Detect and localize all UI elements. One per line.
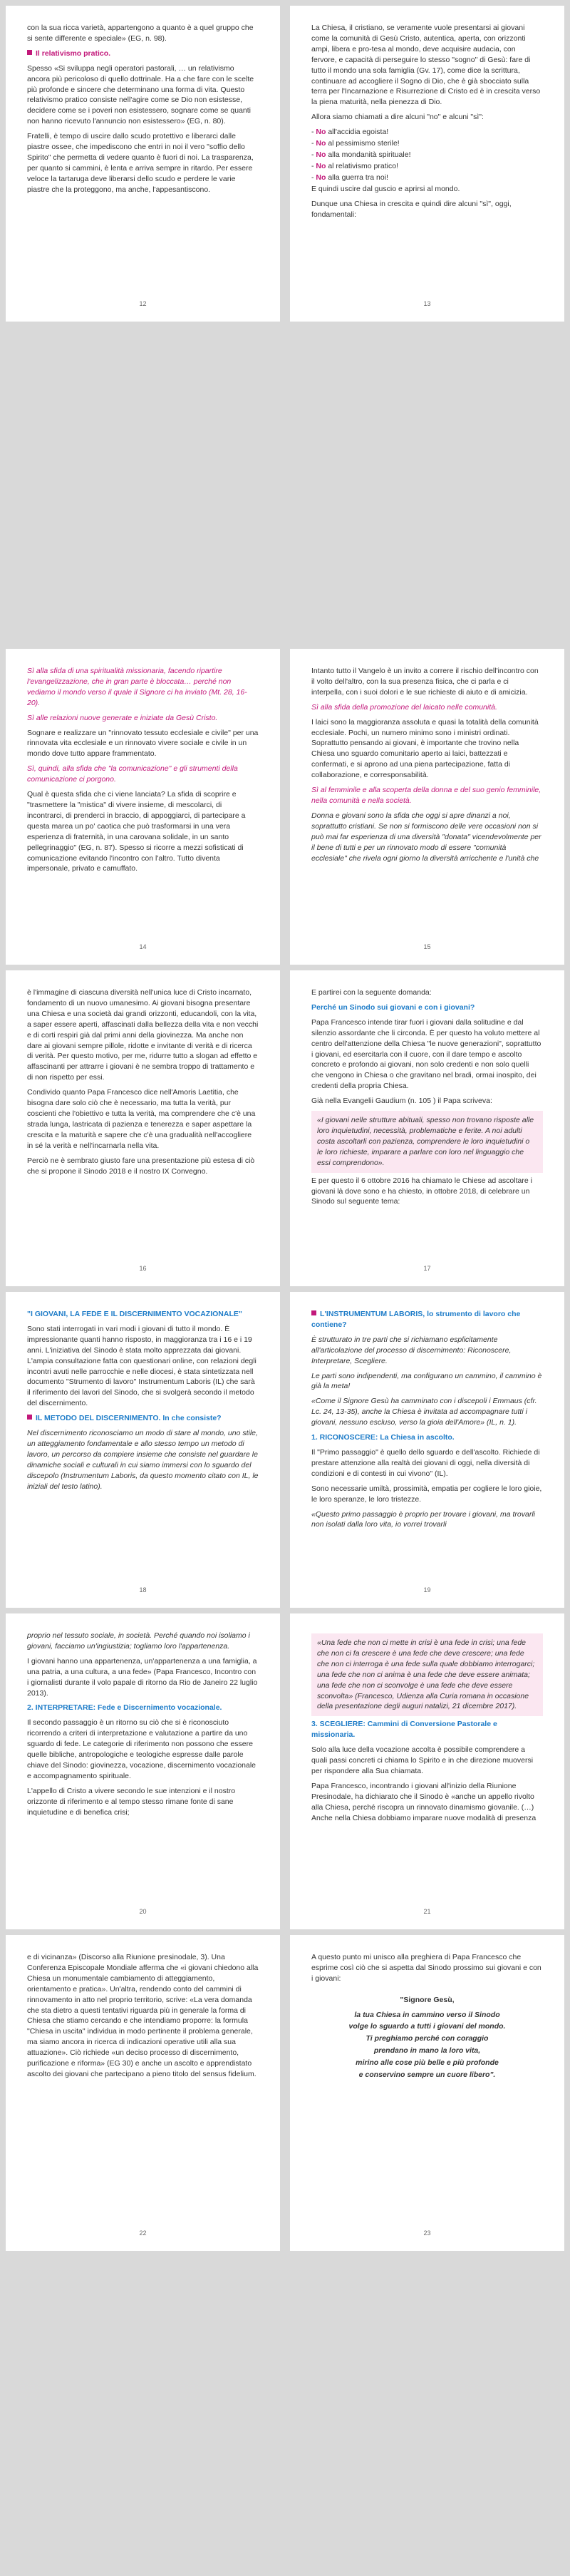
square-bullet-icon (27, 50, 32, 55)
paragraph: Solo alla luce della vocazione accolta è possibile comprendere a quali passi concreti ci chiama lo Spirito e in che direzione muoversi per rispondere alla Sua chiamata. (311, 1745, 534, 1775)
paragraph: Condivido quanto Papa Francesco dice nell'Amoris Laetitia, che bisogna dare solo ciò che è necessario, ma tutta la verità, pur coscienti che l'obiettivo e tutta la verità, ma comprendere che c'è una strada lunga, lastricata di pazienza e tenerezza e saper aspettare la crescita e la maturità e sapere che c'è una gradualità nell'accogliere in sé la verità e nell'incarnarla nella vita. (27, 1088, 256, 1150)
quote-box: «Una fede che non ci mette in crisi è una fede in crisi; una fede che non ci fa crescere è una fede che deve crescere; una fede che non ci interroga è una fede sulla quale dobbiamo interrogarci; una fede che non ci anima è una fede che deve essere animata; una fede che non ci sconvolge è una fede che deve essere sconvolta» (Francesco, Udienza alla Curia romana in occasione della presentazione degli auguri natalizi, 21 dicembre 2017). (311, 1633, 543, 1716)
page-number: 20 (139, 1908, 147, 1916)
paragraph: Sono stati interrogati in vari modi i giovani di tutto il mondo. È impressionante quanti hanno risposto, in maggioranza tra i 16 e i 19 anni. L'iniziativa del Sinodo è stata molto apprezzata dai giovani. L'ampia consultazione fatta con questionari online, con relazioni degli incontri avuti nelle parrocchie e nelle diocesi, è stata sintetizzata nell documento "Strumento di lavoro" Instrumentum Laboris (IL) che sarà il riferimento dei lavori del Sinodo, che si svolgerà secondo il metodo del discernimento. (27, 1324, 256, 1408)
paragraph: E quindi uscire dal guscio e aprirsi al mondo. (311, 184, 460, 193)
paragraph: «Come il Signore Gesù ha camminato con i discepoli i Emmaus (cfr. Lc. 24, 13-35), anche la Chiesa è invitata ad accompagnare tutti i giovani, nessuno escluso, verso la gioia dell'Amore» (IL, n. 1). (311, 1397, 537, 1427)
page-22 (6, 1935, 280, 2251)
highlight-paragraph: Sì alla sfida di una spiritualità missionaria, facendo ripartire l'evangelizzazione, che in gran parte è bloccata… perché non vediamo il mondo verso il quale il Signore ci ha inviato (Mt. 28, 16-20). (27, 667, 247, 707)
paragraph: Spesso «Si sviluppa negli operatori pastorali, … un relativismo ancora più pericoloso di quello dottrinale. Ha a che fare con le scelte più profonde e sincere che determinano una forma di vita. Questo relativismo pratico consiste nell'agire come se Dio non esistesse, decidere come se i poveri non esistessero, sognare come se quanti non hanno ricevuto l'annuncio non esistessero» (EG, n. 80). (27, 63, 254, 126)
prayer-line: prendano in mano la loro vita, (373, 2046, 481, 2055)
paragraph: con la sua ricca varietà, appartengono a quanto è a quel gruppo che si sente differente e speciale» (EG, n. 98). (27, 24, 254, 43)
page-number: 19 (423, 1586, 431, 1594)
page-number: 14 (139, 943, 147, 951)
paragraph: «Questo primo passaggio è proprio per trovare i giovani, ma trovarli non isolati dalla loro vita, io vorrei trovarli (311, 1509, 535, 1529)
page-19 (290, 1292, 564, 1608)
page-number: 23 (423, 2229, 431, 2237)
section-heading: L'INSTRUMENTUM LABORIS, lo strumento di lavoro che contiene? (311, 1310, 521, 1329)
paragraph: proprio nel tessuto sociale, in società. Perché quando noi isoliamo i giovani, facciamo un'ingiustizia; togliamo loro l'appartenenza. (27, 1631, 250, 1651)
paragraph: Nel discernimento riconosciamo un modo di stare al mondo, uno stile, un atteggiamento fondamentale e allo stesso tempo un metodo di lavoro, un percorso da compiere insieme che consiste nel guardare le dinamiche sociali e culturali in cui siamo immersi con lo sguardo del discepolo (Instrumentum Laboris, da questo momento citato con IL, le iniziali del testo latino). (27, 1429, 259, 1491)
page-number: 13 (423, 300, 431, 308)
page-number: 12 (139, 300, 147, 308)
quote-box: «I giovani nelle strutture abituali, spesso non trovano risposte alle loro inquietudini, necessità, problematiche e ferite. A noi adulti costa ascoltarli con pazienza, comprendere le loro inquietudini o le loro richieste, imparare a parlare con loro nel linguaggio che essi comprendono». (311, 1111, 543, 1173)
prayer-line: la tua Chiesa in cammino verso il Sinodo (354, 2010, 500, 2019)
paragraph: Qual è questa sfida che ci viene lanciata? La sfida di scoprire e "trasmettere la "mistica" di vivere insieme, di mescolarci, di incontrarci, di prenderci in braccio, di appoggiarci, di partecipare a questa marea un po' caotica che può trasformarsi in una vera esperienza di fraternità, in una carovana solidale, in un santo pellegrinaggio" (EG, n. 87). Spesso si ricorre a mezzi sofisticati di comunicazione evitando l'incontro con l'altro. Tutto diventa impersonale, privato e camuffato. (27, 790, 246, 873)
prayer-title: "Signore Gesù, (400, 1995, 455, 2004)
paragraph: È strutturato in tre parti che si richiamano esplicitamente all'articolazione del processo di discernimento: Riconoscere, Interpretare, Scegliere. (311, 1335, 512, 1365)
paragraph: Donna e giovani sono la sfida che oggi si apre dinanzi a noi, soprattutto cristiani. Se non si formiscono delle vere occasioni non si può mai far esperienza di una diversità "donata" vicendevolmente per il bene di tutti e per un rinnovato modo di essere "comunità ecclesiale" che rivela ogni giorno la diversità arricchente e l'unità che (311, 811, 542, 863)
prayer-line: e conservino sempre un cuore libero". (358, 2070, 496, 2079)
highlight-paragraph: Sì alle relazioni nuove generate e iniziate da Gesù Cristo. (27, 713, 218, 722)
section-heading: 1. RICONOSCERE: La Chiesa in ascolto. (311, 1433, 455, 1442)
paragraph: I laici sono la maggioranza assoluta e quasi la totalità della comunità ecclesiale. Pochi, un numero minimo sono i ministri ordinati. Soprattutto pensando ai giovani, è importante che trovino nella Chiesa uno sguardo comunitario aperto ai laici, battezzati e confermati, e si aprono ad una piena partecipazione, fatta di collaborazione, e corresponsabilità. (311, 717, 539, 780)
square-bullet-icon (311, 1310, 316, 1315)
paragraph: Sognare e realizzare un "rinnovato tessuto ecclesiale e civile" per una rinnovata vita ecclesiale e un rinnovato vivere sociale e civile in un mondo dove tutto appare frammentato. (27, 728, 259, 759)
paragraph: L'appello di Cristo a vivere secondo le sue intenzioni e il nostro orizzonte di riferimento e al tempo stesso rimane fonte di sane inquietudine e di benefica crisi; (27, 1786, 236, 1817)
prayer-line: mirino alle cose più belle e più profonde (356, 2058, 499, 2067)
page-number: 17 (423, 1265, 431, 1273)
highlight-paragraph: Sì alla sfida della promozione del laicato nelle comunità. (311, 702, 497, 712)
list-item: - No alla mondanità spirituale! (311, 150, 411, 159)
prayer (311, 1994, 543, 2081)
list-item: - No al relativismo pratico! (311, 161, 398, 170)
paragraph: Allora siamo chiamati a dire alcuni "no" e alcuni "sì": (311, 113, 484, 122)
page-number: 21 (423, 1908, 431, 1916)
paragraph: I giovani hanno una appartenenza, un'appartenenza a una famiglia, a una patria, a una cultura, a una fede» (Papa Francesco, Incontro con i giornalisti durante il volo papale di ritorno da Rio de Janeiro 22 luglio 2013). (27, 1656, 258, 1698)
page-17 (290, 970, 564, 1286)
page-23 (290, 1935, 564, 2251)
paragraph: Perciò ne è sembrato giusto fare una presentazione più estesa di ciò che si propone il Sinodo 2018 e il nostro IX Convegno. (27, 1156, 255, 1176)
page-number: 22 (139, 2229, 147, 2237)
page-number: 18 (139, 1586, 147, 1594)
page-16 (6, 970, 280, 1286)
page-13 (290, 6, 564, 322)
section-heading: Perché un Sinodo sui giovani e con i giovani? (311, 1002, 475, 1012)
paragraph: Intanto tutto il Vangelo è un invito a correre il rischio dell'incontro con il volto dell'altro, con la sua presenza fisica, che ci parla e ci interpella, con i suoi dolori e le sue richieste di aiuto e di amicizia. (311, 667, 539, 697)
paragraph: E per questo il 6 ottobre 2016 ha chiamato le Chiese ad ascoltare i giovani là dove sono e ha chiesto, in ottobre 2018, di celebrare un Sinodo sul seguente tema: (311, 1176, 532, 1206)
paragraph: A questo punto mi unisco alla preghiera di Papa Francesco che esprime così ciò che si aspetta dal Sinodo prossimo sui giovani e con i giovani: (311, 1953, 542, 1983)
page-15 (290, 649, 564, 965)
section-heading: 3. SCEGLIERE: Cammini di Conversione Pastorale e missionaria. (311, 1720, 497, 1740)
section-heading: IL METODO DEL DISCERNIMENTO. In che consiste? (27, 1413, 259, 1424)
paragraph: Sono necessarie umiltà, prossimità, empatia per cogliere le loro gioie, le loro speranze, le loro tristezze. (311, 1484, 542, 1504)
page-20 (6, 1613, 280, 1929)
paragraph: Papa Francesco intende tirar fuori i giovani dalla solitudine e dal silenzio assordante che li circonda. È per questo ha voluto mettere al centro dell'attenzione della Chiesa "le nuove generazioni", soprattutto i giovani, ed esercitarla con il cuore, con il dare tempo e ascolto concreto e profondo ai giovani, non solo credenti e non solo quelli che vengono in Chiesa o che gravitano nel bradi, ormai inospito, dei credenti della propria Chiesa. (311, 1017, 542, 1091)
prayer-line: volge lo sguardo a tutti i giovani del mondo. (348, 2022, 506, 2031)
paragraph: Il secondo passaggio è un ritorno su ciò che si è riconosciuto ricorrendo a criteri di interpretazione e valutazione a partire da uno sguardo di fede. Le categorie di riferimento non possono che essere quelle bibliche, antropologiche e teologiche espresse dalle parole chiave del Sinodo: giovinezza, vocazione, discernimento vocazionale e accompagnamento spirituale. (27, 1718, 256, 1780)
list-item: - No al pessimismo sterile! (311, 139, 400, 148)
page-number: 16 (139, 1265, 147, 1273)
section-heading: "I GIOVANI, LA FEDE E IL DISCERNIMENTO VOCAZIONALE" (27, 1310, 242, 1318)
paragraph: Già nella Evangelii Gaudium (n. 105 ) il Papa scriveva: (311, 1097, 492, 1106)
paragraph: Fratelli, è tempo di uscire dallo scudo protettivo e liberarci dalle piastre ossee, che impediscono che entri in noi il vero "soffio dello Spirito" che permetta di vedere quanto è fuori di noi. La trasparenza, per quanto si cammini, è lenta e arriva sempre in ritardo. Per essere veloce la tartaruga deve liberarsi dello scudo e perdere le varie piastre che la proteggono, ma anche, l'appesantiscono. (27, 132, 254, 194)
page-21 (290, 1613, 564, 1929)
highlight-paragraph: Sì, quindi, alla sfida che "la comunicazione" e gli strumenti della comunicazione ci porgono. (27, 764, 238, 784)
no-list (311, 127, 543, 183)
paragraph: Le parti sono indipendenti, ma configurano un cammino, il cammino è già la meta! (311, 1371, 542, 1391)
page-12 (6, 6, 280, 322)
page-14 (6, 649, 280, 965)
paragraph: Papa Francesco, incontrando i giovani all'inizio della Riunione Presinodale, ha dichiarato che il Sinodo è «anche un appello rivolto alla Chiesa, perché riscopra un rinnovato dinamismo giovanile. (…) Anche nella Chiesa dobbiamo imparare nuove modalità di presenza (311, 1781, 537, 1822)
page-number: 15 (423, 943, 431, 951)
prayer-line: Ti preghiamo perché con coraggio (366, 2034, 489, 2043)
section-heading: Il relativismo pratico. (27, 48, 259, 59)
list-item: - No alla guerra tra noi! (311, 173, 388, 182)
page-18 (6, 1292, 280, 1608)
square-bullet-icon (27, 1415, 32, 1420)
paragraph: e di vicinanza» (Discorso alla Riunione presinodale, 3). Una Conferenza Episcopale Mondiale afferma che «i giovani chiedono alla Chiesa un monumentale cambiamento di atteggiamento, orientamento e pratica». Un'altra, rendendo conto del cammini di rinnovamento in atto nel proprio territorio, scrive: «La vera domanda che sta dietro a questi tentativi riguarda più in generale la forma di Chiesa che stiamo cercando e che intendiamo proporre: la formula "Chiesa in uscita" individua in modo pertinente il problema generale, ma siamo ancora in ricerca di indicazioni operative utili alla sua attuazione». Ciò richiede «un deciso processo di discernimento, purificazione e riforma» (EG 30) e anche un ascolto e apprendistato ascolto dei giovani che partecipano a pieno titolo del sensus fidelium. (27, 1953, 259, 2078)
paragraph: La Chiesa, il cristiano, se veramente vuole presentarsi ai giovani come la comunità di Gesù Cristo, autentica, aperta, con orizzonti ampi, libera e pro-tesa al mondo, deve acquisire audacia, con fervore, e capacità di perseguire lo stesso "sogno" di Gesù: fare di tutto il mondo una sola famiglia (Gv. 17), come dice la scrittura, continuare ad accogliere il Sogno di Dio, che è già sbocciato sulla terra per l'Incarnazione e Risurrezione di Cristo ed è in crescita verso la piena maturità, nella pienezza di Dio. (311, 24, 541, 107)
paragraph: Il "Primo passaggio" è quello dello sguardo e dell'ascolto. Richiede di prestare attenzione alla realtà dei giovani di oggi, nella diversità di condizioni e di contesti in cui vivono" (IL). (311, 1447, 540, 1478)
highlight-paragraph: Sì al femminile e alla scoperta della donna e del suo genio femminile, nella comunità e nella società. (311, 786, 542, 805)
list-item: - No all'accidia egoista! (311, 128, 389, 137)
paragraph: è l'immagine di ciascuna diversità nell'unica luce di Cristo incarnato, fondamento di un nuovo umanesimo. Ai giovani bisogna presentare una Chiesa e una società dai grandi orizzonti, educandoli, con la vita, a saper essere aperti, affascinati dalla bellezza della vita e non vecchi e di corti respiri già dal primi anni della giovinezza. Ma anche non dare ai giovani sempre pillole, ridotte e invitante di verità e di ricerca di verità. Per questo motivo, per me, ridurre tutto a slogan ad effetto e affascinanti per attrarre i giovani è ne sembra troppo di trattamento e di non rispetto per essi. (27, 988, 259, 1082)
paragraph: E partirei con la seguente domanda: (311, 988, 432, 997)
paragraph: Dunque una Chiesa in crescita e quindi dire alcuni "sì", oggi, fondamentali: (311, 199, 512, 219)
section-heading: 2. INTERPRETARE: Fede e Discernimento vocazionale. (27, 1703, 222, 1713)
